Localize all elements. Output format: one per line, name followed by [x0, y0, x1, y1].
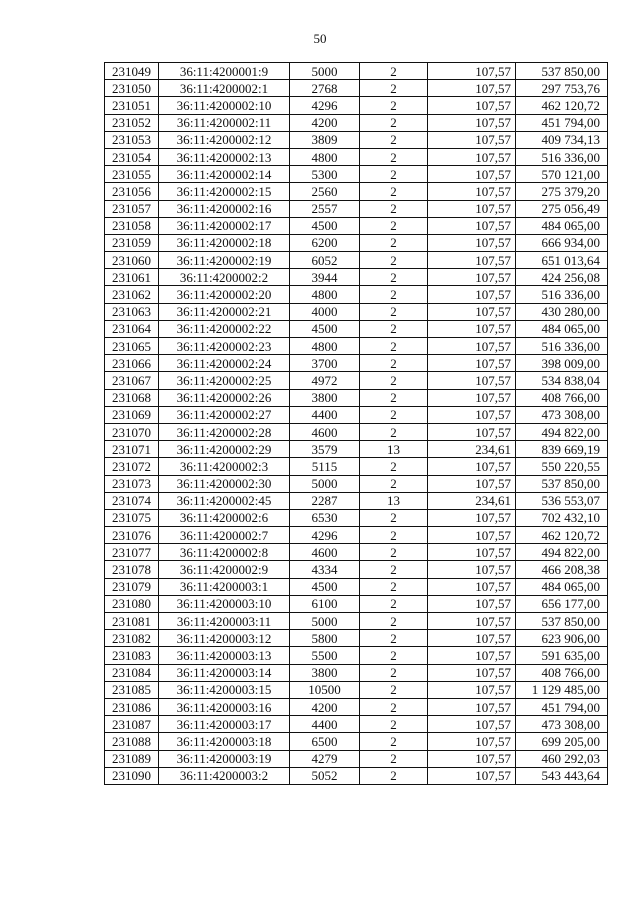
total-cell: 537 850,00	[516, 613, 608, 630]
group-cell: 2	[360, 716, 428, 733]
price-cell: 107,57	[428, 114, 516, 131]
area-cell: 4800	[290, 338, 360, 355]
area-cell: 4334	[290, 561, 360, 578]
row-id-cell: 231066	[105, 355, 159, 372]
price-cell: 107,57	[428, 252, 516, 269]
cadastral-number-cell: 36:11:4200003:2	[159, 767, 290, 784]
cadastral-number-cell: 36:11:4200003:11	[159, 613, 290, 630]
row-id-cell: 231050	[105, 80, 159, 97]
price-cell: 107,57	[428, 630, 516, 647]
price-cell: 107,57	[428, 269, 516, 286]
row-id-cell: 231063	[105, 303, 159, 320]
cadastral-number-cell: 36:11:4200002:20	[159, 286, 290, 303]
area-cell: 4279	[290, 750, 360, 767]
area-cell: 4600	[290, 544, 360, 561]
group-cell: 2	[360, 97, 428, 114]
group-cell: 2	[360, 166, 428, 183]
cadastral-number-cell: 36:11:4200002:17	[159, 217, 290, 234]
total-cell: 591 635,00	[516, 647, 608, 664]
cadastral-number-cell: 36:11:4200003:13	[159, 647, 290, 664]
area-cell: 3944	[290, 269, 360, 286]
table-row	[105, 389, 608, 406]
cadastral-number-cell: 36:11:4200002:22	[159, 320, 290, 337]
row-id-cell: 231059	[105, 234, 159, 251]
total-cell: 570 121,00	[516, 166, 608, 183]
total-cell: 473 308,00	[516, 406, 608, 423]
cadastral-number-cell: 36:11:4200002:19	[159, 252, 290, 269]
price-cell: 107,57	[428, 595, 516, 612]
price-cell: 107,57	[428, 458, 516, 475]
area-cell: 4400	[290, 406, 360, 423]
row-id-cell: 231082	[105, 630, 159, 647]
cadastral-number-cell: 36:11:4200001:9	[159, 63, 290, 80]
table-row	[105, 578, 608, 595]
table-row	[105, 338, 608, 355]
table-row	[105, 97, 608, 114]
area-cell: 4400	[290, 716, 360, 733]
total-cell: 484 065,00	[516, 578, 608, 595]
table-row	[105, 355, 608, 372]
cadastral-number-cell: 36:11:4200002:13	[159, 148, 290, 165]
total-cell: 409 734,13	[516, 131, 608, 148]
price-cell: 107,57	[428, 509, 516, 526]
total-cell: 451 794,00	[516, 698, 608, 715]
table-row	[105, 252, 608, 269]
group-cell: 2	[360, 80, 428, 97]
price-cell: 107,57	[428, 698, 516, 715]
cadastral-number-cell: 36:11:4200002:30	[159, 475, 290, 492]
price-cell: 107,57	[428, 355, 516, 372]
table-row	[105, 131, 608, 148]
cadastral-number-cell: 36:11:4200002:7	[159, 527, 290, 544]
area-cell: 5000	[290, 63, 360, 80]
area-cell: 4000	[290, 303, 360, 320]
row-id-cell: 231088	[105, 733, 159, 750]
group-cell: 2	[360, 286, 428, 303]
group-cell: 2	[360, 423, 428, 440]
price-cell: 107,57	[428, 767, 516, 784]
total-cell: 516 336,00	[516, 148, 608, 165]
group-cell: 2	[360, 389, 428, 406]
price-cell: 107,57	[428, 166, 516, 183]
cadastral-number-cell: 36:11:4200002:27	[159, 406, 290, 423]
group-cell: 2	[360, 475, 428, 492]
table-row	[105, 200, 608, 217]
cadastral-number-cell: 36:11:4200003:17	[159, 716, 290, 733]
table-row	[105, 80, 608, 97]
total-cell: 623 906,00	[516, 630, 608, 647]
cadastral-number-cell: 36:11:4200002:2	[159, 269, 290, 286]
area-cell: 4200	[290, 698, 360, 715]
row-id-cell: 231083	[105, 647, 159, 664]
table-row	[105, 492, 608, 509]
table-row	[105, 320, 608, 337]
group-cell: 2	[360, 527, 428, 544]
cadastral-number-cell: 36:11:4200002:21	[159, 303, 290, 320]
area-cell: 6100	[290, 595, 360, 612]
row-id-cell: 231051	[105, 97, 159, 114]
group-cell: 2	[360, 372, 428, 389]
area-cell: 4200	[290, 114, 360, 131]
price-cell: 107,57	[428, 475, 516, 492]
total-cell: 430 280,00	[516, 303, 608, 320]
area-cell: 4800	[290, 148, 360, 165]
price-cell: 107,57	[428, 183, 516, 200]
group-cell: 2	[360, 630, 428, 647]
price-cell: 234,61	[428, 492, 516, 509]
price-cell: 107,57	[428, 372, 516, 389]
total-cell: 484 065,00	[516, 217, 608, 234]
cadastral-number-cell: 36:11:4200002:10	[159, 97, 290, 114]
area-cell: 2560	[290, 183, 360, 200]
area-cell: 6200	[290, 234, 360, 251]
area-cell: 3800	[290, 664, 360, 681]
cadastral-number-cell: 36:11:4200002:26	[159, 389, 290, 406]
area-cell: 5115	[290, 458, 360, 475]
row-id-cell: 231056	[105, 183, 159, 200]
group-cell: 2	[360, 664, 428, 681]
total-cell: 516 336,00	[516, 286, 608, 303]
table-row	[105, 509, 608, 526]
total-cell: 473 308,00	[516, 716, 608, 733]
area-cell: 2768	[290, 80, 360, 97]
row-id-cell: 231061	[105, 269, 159, 286]
group-cell: 2	[360, 355, 428, 372]
table-row	[105, 561, 608, 578]
page-number: 50	[313, 31, 327, 46]
row-id-cell: 231055	[105, 166, 159, 183]
price-cell: 107,57	[428, 647, 516, 664]
group-cell: 2	[360, 131, 428, 148]
area-cell: 6530	[290, 509, 360, 526]
total-cell: 543 443,64	[516, 767, 608, 784]
row-id-cell: 231087	[105, 716, 159, 733]
cadastral-number-cell: 36:11:4200002:3	[159, 458, 290, 475]
total-cell: 462 120,72	[516, 527, 608, 544]
row-id-cell: 231067	[105, 372, 159, 389]
table-row	[105, 698, 608, 715]
cadastral-number-cell: 36:11:4200002:28	[159, 423, 290, 440]
total-cell: 656 177,00	[516, 595, 608, 612]
price-cell: 107,57	[428, 63, 516, 80]
cadastral-number-cell: 36:11:4200002:23	[159, 338, 290, 355]
row-id-cell: 231089	[105, 750, 159, 767]
area-cell: 5000	[290, 475, 360, 492]
price-cell: 234,61	[428, 441, 516, 458]
row-id-cell: 231057	[105, 200, 159, 217]
row-id-cell: 231084	[105, 664, 159, 681]
table-row	[105, 183, 608, 200]
table-row	[105, 303, 608, 320]
row-id-cell: 231065	[105, 338, 159, 355]
price-cell: 107,57	[428, 286, 516, 303]
row-id-cell: 231076	[105, 527, 159, 544]
table-row	[105, 148, 608, 165]
price-cell: 107,57	[428, 320, 516, 337]
total-cell: 275 056,49	[516, 200, 608, 217]
cadastral-number-cell: 36:11:4200002:6	[159, 509, 290, 526]
table-row	[105, 527, 608, 544]
area-cell: 4600	[290, 423, 360, 440]
group-cell: 13	[360, 441, 428, 458]
total-cell: 466 208,38	[516, 561, 608, 578]
area-cell: 5052	[290, 767, 360, 784]
total-cell: 537 850,00	[516, 63, 608, 80]
cadastral-number-cell: 36:11:4200002:29	[159, 441, 290, 458]
table-row	[105, 647, 608, 664]
table-row	[105, 406, 608, 423]
total-cell: 424 256,08	[516, 269, 608, 286]
group-cell: 2	[360, 767, 428, 784]
cadastral-number-cell: 36:11:4200003:10	[159, 595, 290, 612]
group-cell: 2	[360, 544, 428, 561]
total-cell: 702 432,10	[516, 509, 608, 526]
cadastral-number-cell: 36:11:4200003:12	[159, 630, 290, 647]
price-cell: 107,57	[428, 561, 516, 578]
table-row	[105, 441, 608, 458]
total-cell: 666 934,00	[516, 234, 608, 251]
cadastral-number-cell: 36:11:4200002:45	[159, 492, 290, 509]
area-cell: 5300	[290, 166, 360, 183]
cadastral-number-cell: 36:11:4200002:9	[159, 561, 290, 578]
row-id-cell: 231078	[105, 561, 159, 578]
row-id-cell: 231075	[105, 509, 159, 526]
price-cell: 107,57	[428, 750, 516, 767]
table-row	[105, 166, 608, 183]
price-cell: 107,57	[428, 578, 516, 595]
total-cell: 651 013,64	[516, 252, 608, 269]
row-id-cell: 231071	[105, 441, 159, 458]
price-cell: 107,57	[428, 681, 516, 698]
price-cell: 107,57	[428, 544, 516, 561]
table-row	[105, 372, 608, 389]
row-id-cell: 231058	[105, 217, 159, 234]
group-cell: 2	[360, 148, 428, 165]
row-id-cell: 231074	[105, 492, 159, 509]
table-row	[105, 613, 608, 630]
price-cell: 107,57	[428, 338, 516, 355]
total-cell: 460 292,03	[516, 750, 608, 767]
price-cell: 107,57	[428, 423, 516, 440]
area-cell: 4296	[290, 527, 360, 544]
group-cell: 2	[360, 613, 428, 630]
total-cell: 550 220,55	[516, 458, 608, 475]
row-id-cell: 231077	[105, 544, 159, 561]
table-row	[105, 458, 608, 475]
group-cell: 2	[360, 733, 428, 750]
cadastral-number-cell: 36:11:4200002:18	[159, 234, 290, 251]
group-cell: 2	[360, 578, 428, 595]
group-cell: 2	[360, 183, 428, 200]
table-row	[105, 664, 608, 681]
price-cell: 107,57	[428, 716, 516, 733]
row-id-cell: 231060	[105, 252, 159, 269]
cadastral-number-cell: 36:11:4200002:1	[159, 80, 290, 97]
table-row	[105, 63, 608, 80]
cadastral-number-cell: 36:11:4200003:16	[159, 698, 290, 715]
total-cell: 484 065,00	[516, 320, 608, 337]
total-cell: 494 822,00	[516, 544, 608, 561]
group-cell: 2	[360, 750, 428, 767]
area-cell: 4972	[290, 372, 360, 389]
area-cell: 6500	[290, 733, 360, 750]
total-cell: 537 850,00	[516, 475, 608, 492]
total-cell: 451 794,00	[516, 114, 608, 131]
total-cell: 408 766,00	[516, 389, 608, 406]
cadastral-number-cell: 36:11:4200002:15	[159, 183, 290, 200]
total-cell: 699 205,00	[516, 733, 608, 750]
price-cell: 107,57	[428, 406, 516, 423]
table-row	[105, 234, 608, 251]
area-cell: 6052	[290, 252, 360, 269]
cadastral-number-cell: 36:11:4200003:15	[159, 681, 290, 698]
group-cell: 2	[360, 303, 428, 320]
group-cell: 2	[360, 63, 428, 80]
area-cell: 5500	[290, 647, 360, 664]
price-cell: 107,57	[428, 389, 516, 406]
table-row	[105, 114, 608, 131]
group-cell: 2	[360, 647, 428, 664]
row-id-cell: 231090	[105, 767, 159, 784]
area-cell: 4500	[290, 578, 360, 595]
row-id-cell: 231064	[105, 320, 159, 337]
table-body	[105, 63, 608, 785]
area-cell: 3800	[290, 389, 360, 406]
row-id-cell: 231072	[105, 458, 159, 475]
area-cell: 3809	[290, 131, 360, 148]
total-cell: 494 822,00	[516, 423, 608, 440]
price-cell: 107,57	[428, 80, 516, 97]
group-cell: 2	[360, 406, 428, 423]
row-id-cell: 231085	[105, 681, 159, 698]
total-cell: 839 669,19	[516, 441, 608, 458]
cadastral-number-cell: 36:11:4200002:24	[159, 355, 290, 372]
price-cell: 107,57	[428, 131, 516, 148]
row-id-cell: 231080	[105, 595, 159, 612]
table-row	[105, 733, 608, 750]
row-id-cell: 231079	[105, 578, 159, 595]
group-cell: 2	[360, 269, 428, 286]
group-cell: 2	[360, 252, 428, 269]
area-cell: 10500	[290, 681, 360, 698]
area-cell: 4500	[290, 320, 360, 337]
group-cell: 2	[360, 234, 428, 251]
table-row	[105, 269, 608, 286]
cadastral-number-cell: 36:11:4200002:8	[159, 544, 290, 561]
group-cell: 2	[360, 114, 428, 131]
area-cell: 3700	[290, 355, 360, 372]
cadastral-number-cell: 36:11:4200003:18	[159, 733, 290, 750]
group-cell: 2	[360, 681, 428, 698]
price-cell: 107,57	[428, 200, 516, 217]
price-cell: 107,57	[428, 303, 516, 320]
table-row	[105, 595, 608, 612]
row-id-cell: 231068	[105, 389, 159, 406]
total-cell: 516 336,00	[516, 338, 608, 355]
cadastral-number-cell: 36:11:4200002:12	[159, 131, 290, 148]
row-id-cell: 231081	[105, 613, 159, 630]
table-row	[105, 475, 608, 492]
group-cell: 2	[360, 698, 428, 715]
total-cell: 462 120,72	[516, 97, 608, 114]
table-row	[105, 544, 608, 561]
cadastral-number-cell: 36:11:4200003:1	[159, 578, 290, 595]
row-id-cell: 231062	[105, 286, 159, 303]
price-cell: 107,57	[428, 148, 516, 165]
group-cell: 2	[360, 338, 428, 355]
area-cell: 5800	[290, 630, 360, 647]
cadastral-number-cell: 36:11:4200003:14	[159, 664, 290, 681]
area-cell: 2557	[290, 200, 360, 217]
group-cell: 2	[360, 458, 428, 475]
table-row	[105, 681, 608, 698]
table-row	[105, 423, 608, 440]
row-id-cell: 231070	[105, 423, 159, 440]
table-row	[105, 716, 608, 733]
cadastral-number-cell: 36:11:4200002:11	[159, 114, 290, 131]
group-cell: 2	[360, 217, 428, 234]
cadastral-number-cell: 36:11:4200002:14	[159, 166, 290, 183]
row-id-cell: 231069	[105, 406, 159, 423]
total-cell: 534 838,04	[516, 372, 608, 389]
area-cell: 4296	[290, 97, 360, 114]
area-cell: 2287	[290, 492, 360, 509]
cadastral-number-cell: 36:11:4200003:19	[159, 750, 290, 767]
row-id-cell: 231052	[105, 114, 159, 131]
total-cell: 1 129 485,00	[516, 681, 608, 698]
price-cell: 107,57	[428, 527, 516, 544]
row-id-cell: 231053	[105, 131, 159, 148]
price-cell: 107,57	[428, 613, 516, 630]
total-cell: 297 753,76	[516, 80, 608, 97]
area-cell: 5000	[290, 613, 360, 630]
price-cell: 107,57	[428, 97, 516, 114]
table-row	[105, 767, 608, 784]
table-row	[105, 630, 608, 647]
table-row	[105, 217, 608, 234]
price-cell: 107,57	[428, 234, 516, 251]
price-cell: 107,57	[428, 733, 516, 750]
area-cell: 4500	[290, 217, 360, 234]
area-cell: 3579	[290, 441, 360, 458]
row-id-cell: 231073	[105, 475, 159, 492]
area-cell: 4800	[290, 286, 360, 303]
cadastral-value-table	[104, 62, 608, 785]
row-id-cell: 231049	[105, 63, 159, 80]
table-row	[105, 286, 608, 303]
group-cell: 2	[360, 320, 428, 337]
row-id-cell: 231086	[105, 698, 159, 715]
total-cell: 408 766,00	[516, 664, 608, 681]
total-cell: 536 553,07	[516, 492, 608, 509]
total-cell: 398 009,00	[516, 355, 608, 372]
cadastral-number-cell: 36:11:4200002:16	[159, 200, 290, 217]
cadastral-number-cell: 36:11:4200002:25	[159, 372, 290, 389]
price-cell: 107,57	[428, 664, 516, 681]
row-id-cell: 231054	[105, 148, 159, 165]
group-cell: 2	[360, 200, 428, 217]
group-cell: 13	[360, 492, 428, 509]
group-cell: 2	[360, 561, 428, 578]
table-row	[105, 750, 608, 767]
price-cell: 107,57	[428, 217, 516, 234]
total-cell: 275 379,20	[516, 183, 608, 200]
group-cell: 2	[360, 509, 428, 526]
group-cell: 2	[360, 595, 428, 612]
